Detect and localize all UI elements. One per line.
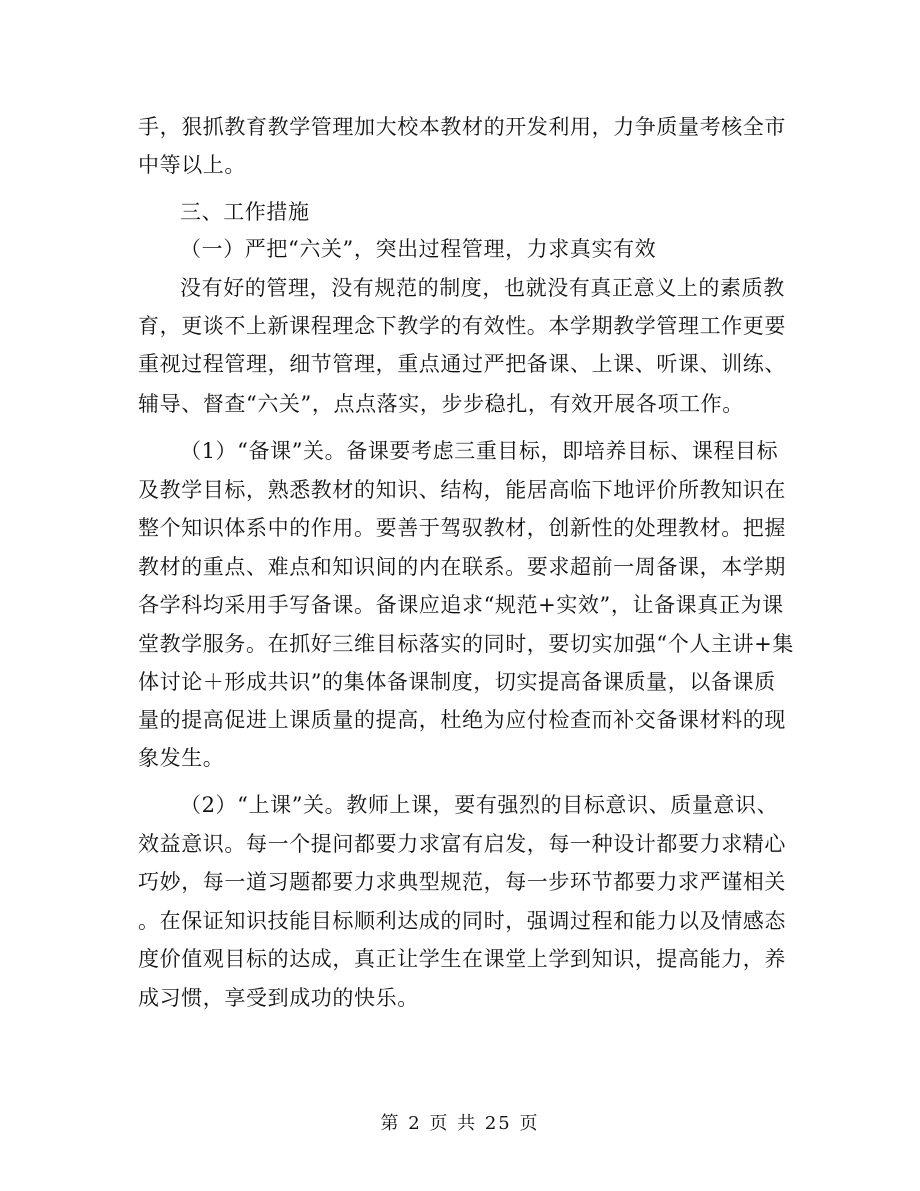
text-line: 辅导、督查“六关”，点点落实，步步稳扎，有效开展各项工作。	[138, 392, 744, 416]
text-line: 中等以上。	[138, 153, 246, 177]
subsection-heading: （一）严把“六关”，突出过程管理，力求真实有效	[180, 237, 657, 261]
text-line: 象发生。	[138, 746, 225, 770]
text-line: 体讨论＋形成共识”的集体备课制度，切实提高备课质量，以备课质	[138, 670, 776, 694]
text-line: 教材的重点、难点和知识间的内在联系。要求超前一周备课，本学期	[138, 555, 786, 579]
text-line: 重视过程管理，细节管理，重点通过严把备课、上课、听课、训练、	[138, 352, 786, 376]
text-line: 各学科均采用手写备课。备课应追求“规范+实效”，让备课真正为课	[138, 593, 784, 617]
section-heading: 三、工作措施	[180, 200, 310, 224]
text-line: 育，更谈不上新课程理念下教学的有效性。本学期教学管理工作更要	[138, 314, 786, 338]
text-line: 巧妙，每一道习题都要力求典型规范，每一步环节都要力求严谨相关	[138, 870, 786, 894]
text-line: 量的提高促进上课质量的提高，杜绝为应付检查而补交备课材料的现	[138, 708, 786, 732]
text-line: 成习惯，享受到成功的快乐。	[138, 986, 419, 1010]
text-line: 度价值观目标的达成，真正让学生在课堂上学到知识，提高能力，养	[138, 947, 786, 971]
text-line: 及教学目标，熟悉教材的知识、结构，能居高临下地评价所教知识在	[138, 478, 786, 502]
text-line: 堂教学服务。在抓好三维目标落实的同时，要切实加强“个人主讲+集	[138, 632, 794, 656]
text-line: 手，狠抓教育教学管理加大校本教材的开发利用，力争质量考核全市	[138, 115, 786, 139]
text-line: 效益意识。每一个提问都要力求富有启发，每一种设计都要力求精心	[138, 832, 786, 856]
text-line: 整个知识体系中的作用。要善于驾驭教材，创新性的处理教材。把握	[138, 516, 786, 540]
text-line: （1）“备课”关。备课要考虑三重目标，即培养目标、课程目标	[180, 439, 779, 463]
page-number-footer: 第 2 页 共 25 页	[380, 1113, 540, 1134]
text-line: 。在保证知识技能目标顺利达成的同时，强调过程和能力以及情感态	[138, 909, 786, 933]
text-line: （2）“上课”关。教师上课，要有强烈的目标意识、质量意识、	[180, 793, 779, 817]
text-line: 没有好的管理，没有规范的制度，也就没有真正意义上的素质教	[180, 276, 785, 300]
